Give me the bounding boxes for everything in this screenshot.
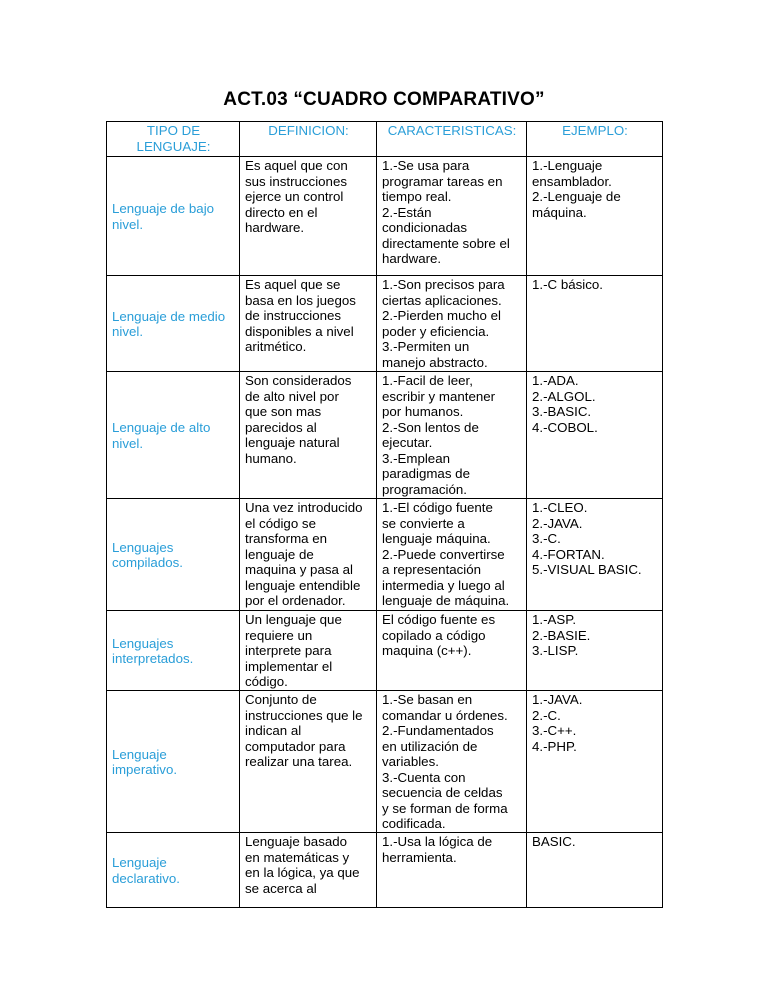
cell-line: por humanos. <box>382 404 464 419</box>
cell-line: El código fuente es <box>382 612 496 627</box>
cell-line: 3.-Emplean <box>382 450 450 466</box>
cell-line: 1.-Usa la lógica de <box>382 834 493 849</box>
cell-line: hardware. <box>245 220 305 235</box>
cell-line: 1.-Facil de leer, <box>382 373 473 388</box>
cell-line: aritmético. <box>245 339 307 354</box>
cell-line: 4.-PHP. <box>532 738 577 754</box>
table-header-row <box>107 122 663 157</box>
cell-line: Un lenguaje que <box>245 612 342 627</box>
cell-line: maquina y pasa al <box>245 562 353 577</box>
cell-line: lenguaje máquina. <box>382 531 491 546</box>
cell-line: 3.-Cuenta con <box>382 769 466 785</box>
cell-line: y se forman de forma <box>382 800 508 816</box>
cell-line: 1.-ADA. <box>532 373 579 388</box>
cell-ejemplo <box>527 611 663 691</box>
cell-definicion <box>240 691 377 833</box>
cell-line: en la lógica, ya que <box>245 865 360 880</box>
cell-line: 2.-Puede convertirse <box>382 546 505 562</box>
cell-line: 3.-Permiten un <box>382 339 470 354</box>
cell-ejemplo <box>527 499 663 611</box>
table-row <box>107 372 663 499</box>
cell-line: 1.-ASP. <box>532 612 577 627</box>
table-row <box>107 611 663 691</box>
cell-caracteristicas <box>377 276 527 372</box>
header-definicion: DEFINICION: <box>240 122 377 157</box>
cell-caracteristicas <box>377 499 527 611</box>
cell-definicion <box>240 611 377 691</box>
cell-line: paradigmas de <box>382 466 470 481</box>
cell-line: ensamblador. <box>532 173 612 189</box>
cell-tipo: Lenguaje imperativo. <box>107 691 240 833</box>
table-row <box>107 276 663 372</box>
cell-line: lenguaje de máquina. <box>382 593 510 608</box>
cell-tipo: Lenguaje de bajo nivel. <box>107 157 240 276</box>
cell-line: 3.-C. <box>532 531 561 546</box>
header-caracteristicas: CARACTERISTICAS: <box>377 122 527 157</box>
cell-tipo: Lenguaje de alto nivel. <box>107 372 240 499</box>
cell-line: implementar el <box>245 658 333 674</box>
cell-line: lenguaje entendible <box>245 577 361 593</box>
cell-line: Lenguaje basado <box>245 834 348 849</box>
cell-line: Son considerados <box>245 373 352 388</box>
cell-line: ejerce un control <box>245 189 344 204</box>
cell-ejemplo <box>527 276 663 372</box>
cell-line: 3.-C++. <box>532 723 577 738</box>
cell-line: 1.-Lenguaje <box>532 158 603 173</box>
cell-line: lenguaje de <box>245 546 314 562</box>
cell-line: directamente sobre el <box>382 235 510 251</box>
cell-line: se acerca al <box>245 880 317 896</box>
cell-line: a representación <box>382 562 482 577</box>
cell-line: BASIC. <box>532 834 576 849</box>
cell-line: tiempo real. <box>382 189 452 204</box>
cell-line: interprete para <box>245 643 332 658</box>
cell-line: 2.-C. <box>532 707 561 723</box>
cell-line: programar tareas en <box>382 173 503 189</box>
cell-line: comandar u órdenes. <box>382 707 508 723</box>
cell-line: 1.-El código fuente <box>382 500 493 515</box>
cell-line: Conjunto de <box>245 692 317 707</box>
cell-line: humano. <box>245 450 297 466</box>
cell-line: disponibles a nivel <box>245 323 354 339</box>
cell-line: directo en el <box>245 204 318 220</box>
cell-line: código. <box>245 674 288 689</box>
cell-line: basa en los juegos <box>245 292 356 308</box>
cell-line: requiere un <box>245 627 313 643</box>
cell-line: 1.-JAVA. <box>532 692 583 707</box>
cell-line: instrucciones que le <box>245 707 363 723</box>
cell-line: máquina. <box>532 204 587 220</box>
cell-line: 1.-Se basan en <box>382 692 473 707</box>
cell-line: ejecutar. <box>382 435 433 450</box>
cell-tipo: Lenguaje de medio nivel. <box>107 276 240 372</box>
cell-caracteristicas <box>377 691 527 833</box>
cell-line: 2.-BASIE. <box>532 627 591 643</box>
cell-line: condicionadas <box>382 220 468 235</box>
cell-line: por el ordenador. <box>245 593 346 608</box>
cell-line: 1.-CLEO. <box>532 500 588 515</box>
cell-line: 2.-Fundamentados <box>382 723 494 738</box>
cell-line: parecidos al <box>245 419 317 435</box>
cell-definicion <box>240 157 377 276</box>
cell-definicion <box>240 276 377 372</box>
cell-line: 4.-FORTAN. <box>532 546 605 562</box>
cell-line: 4.-COBOL. <box>532 419 598 435</box>
cell-caracteristicas <box>377 372 527 499</box>
cell-line: 1.-Son precisos para <box>382 277 505 292</box>
cell-line: intermedia y luego al <box>382 577 505 593</box>
cell-line: programación. <box>382 481 467 497</box>
cell-line: manejo abstracto. <box>382 354 488 370</box>
cell-line: indican al <box>245 723 302 738</box>
cell-line: Es aquel que con <box>245 158 348 173</box>
cell-caracteristicas <box>377 157 527 276</box>
cell-tipo: Lenguajes compilados. <box>107 499 240 611</box>
cell-line: 3.-LISP. <box>532 643 579 658</box>
cell-definicion <box>240 833 377 908</box>
cell-line: en utilización de <box>382 738 478 754</box>
cell-line: el código se <box>245 515 316 531</box>
cell-line: realizar una tarea. <box>245 754 353 769</box>
table-row <box>107 157 663 276</box>
cell-ejemplo <box>527 372 663 499</box>
cell-line: secuencia de celdas <box>382 785 503 800</box>
cell-line: en matemáticas y <box>245 849 350 865</box>
cell-line: sus instrucciones <box>245 173 347 189</box>
cell-line: 2.-Lenguaje de <box>532 189 621 204</box>
cell-line: copilado a código <box>382 627 486 643</box>
cell-line: escribir y mantener <box>382 388 496 404</box>
cell-ejemplo <box>527 691 663 833</box>
cell-ejemplo <box>527 833 663 908</box>
comparison-table <box>106 121 663 908</box>
cell-definicion <box>240 499 377 611</box>
cell-line: 1.-C básico. <box>532 277 603 292</box>
cell-line: de alto nivel por <box>245 388 339 404</box>
table-row <box>107 691 663 833</box>
cell-line: 2.-Pierden mucho el <box>382 308 501 323</box>
cell-line: codificada. <box>382 816 446 831</box>
cell-ejemplo <box>527 157 663 276</box>
table-row <box>107 833 663 908</box>
header-tipo: TIPO DE LENGUAJE: <box>107 122 240 157</box>
cell-line: maquina (c++). <box>382 643 472 658</box>
cell-tipo: Lenguaje declarativo. <box>107 833 240 908</box>
cell-line: lenguaje natural <box>245 435 340 450</box>
cell-line: herramienta. <box>382 849 457 865</box>
table-row <box>107 499 663 611</box>
cell-caracteristicas <box>377 611 527 691</box>
cell-line: que son mas <box>245 404 322 419</box>
cell-line: transforma en <box>245 531 328 546</box>
cell-line: 2.-Son lentos de <box>382 419 479 435</box>
cell-line: 2.-Están <box>382 204 432 220</box>
document-title: ACT.03 “CUADRO COMPARATIVO” <box>223 89 545 110</box>
cell-line: 3.-BASIC. <box>532 404 592 419</box>
cell-line: variables. <box>382 754 439 769</box>
cell-line: Una vez introducido <box>245 500 363 515</box>
cell-line: hardware. <box>382 251 442 266</box>
cell-tipo: Lenguajes interpretados. <box>107 611 240 691</box>
cell-line: computador para <box>245 738 346 754</box>
cell-line: 2.-ALGOL. <box>532 388 596 404</box>
cell-line: 2.-JAVA. <box>532 515 583 531</box>
cell-line: poder y eficiencia. <box>382 323 490 339</box>
cell-line: ciertas aplicaciones. <box>382 292 502 308</box>
cell-line: 1.-Se usa para <box>382 158 470 173</box>
cell-line: 5.-VISUAL BASIC. <box>532 562 642 577</box>
cell-line: se convierte a <box>382 515 465 531</box>
cell-caracteristicas <box>377 833 527 908</box>
cell-line: de instrucciones <box>245 308 342 323</box>
header-ejemplo: EJEMPLO: <box>527 122 663 157</box>
cell-line: Es aquel que se <box>245 277 341 292</box>
cell-definicion <box>240 372 377 499</box>
